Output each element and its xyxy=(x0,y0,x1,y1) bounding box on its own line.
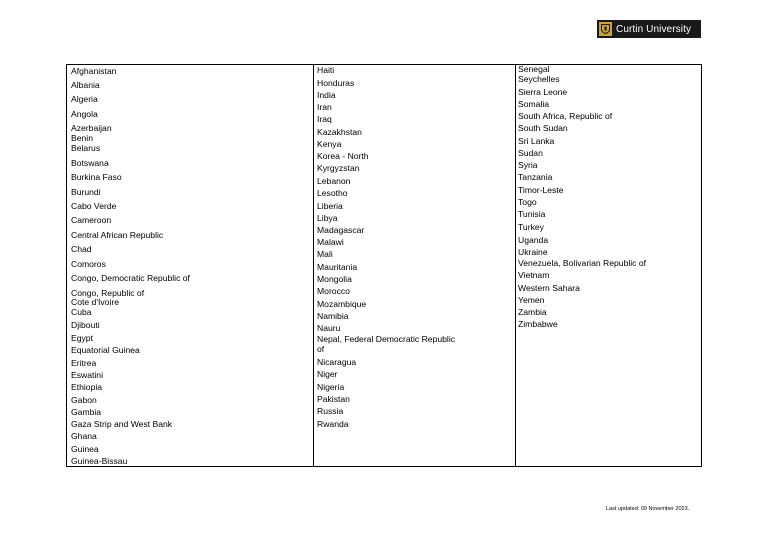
column-2 xyxy=(313,65,516,466)
column-3 xyxy=(515,65,703,466)
country-item: South Africa, Republic of xyxy=(518,111,613,121)
country-item: Comoros xyxy=(71,259,106,269)
country-item: Uganda xyxy=(518,235,549,245)
country-item: Guinea-Bissau xyxy=(71,456,128,466)
country-item: Egypt xyxy=(71,333,93,343)
column-1 xyxy=(67,65,314,466)
country-item: Albania xyxy=(71,80,100,90)
country-item: Guinea xyxy=(71,444,99,454)
country-item: Nigeria xyxy=(317,382,345,392)
country-item: South Sudan xyxy=(518,123,568,133)
country-item: Senegal xyxy=(518,64,550,74)
country-item: Yemen xyxy=(518,295,545,305)
country-item: Mali xyxy=(317,249,333,259)
country-item: Sierra Leone xyxy=(518,87,568,97)
country-item: Sri Lanka xyxy=(518,136,555,146)
country-item: Chad xyxy=(71,244,92,254)
country-table xyxy=(66,64,702,467)
country-item: of xyxy=(317,344,325,354)
country-item: Eritrea xyxy=(71,358,97,368)
country-item: Congo, Republic of xyxy=(71,288,145,298)
country-item: Angola xyxy=(71,109,98,119)
country-item: Madagascar xyxy=(317,225,365,235)
country-item: Seychelles xyxy=(518,74,560,84)
country-item: Ethiopia xyxy=(71,382,103,392)
country-item: Iraq xyxy=(317,114,332,124)
country-item: Azerbaijan xyxy=(71,123,112,133)
country-item: Togo xyxy=(518,197,537,207)
country-item: Iran xyxy=(317,102,332,112)
country-item: Afghanistan xyxy=(71,66,117,76)
country-item: Timor-Leste xyxy=(518,185,564,195)
country-item: Ghana xyxy=(71,431,97,441)
crest-icon xyxy=(599,22,612,36)
country-item: Djibouti xyxy=(71,320,100,330)
country-item: Mauritania xyxy=(317,262,358,272)
country-item: India xyxy=(317,90,336,100)
country-item: Gaza Strip and West Bank xyxy=(71,419,173,429)
country-item: Korea - North xyxy=(317,151,369,161)
country-item: Liberia xyxy=(317,201,343,211)
country-item: Russia xyxy=(317,406,344,416)
country-item: Venezuela, Bolivarian Republic of xyxy=(518,258,647,268)
country-item: Congo, Democratic Republic of xyxy=(71,273,190,283)
country-item: Namibia xyxy=(317,311,349,321)
country-item: Rwanda xyxy=(317,419,349,429)
country-item: Tanzania xyxy=(518,172,553,182)
country-item: Nauru xyxy=(317,323,341,333)
country-item: Lebanon xyxy=(317,176,351,186)
country-item: Botswana xyxy=(71,158,109,168)
country-item: Libya xyxy=(317,213,338,223)
country-item: Tunisia xyxy=(518,209,546,219)
country-item: Eswatini xyxy=(71,370,103,380)
country-item: Vietnam xyxy=(518,270,550,280)
country-item: Mongolia xyxy=(317,274,352,284)
country-item: Equatorial Guinea xyxy=(71,345,140,355)
country-item: Niger xyxy=(317,369,338,379)
country-item: Cabo Verde xyxy=(71,201,117,211)
country-item: Kyrgyzstan xyxy=(317,163,360,173)
country-item: Burkina Faso xyxy=(71,172,122,182)
country-item: Cameroon xyxy=(71,215,112,225)
country-item: Ukraine xyxy=(518,247,548,257)
country-item: Somalia xyxy=(518,99,550,109)
country-item: Benin xyxy=(71,133,93,143)
country-item: Western Sahara xyxy=(518,283,580,293)
country-item: Turkey xyxy=(518,222,544,232)
country-item: Malawi xyxy=(317,237,344,247)
country-item: Zimbabwe xyxy=(518,319,558,329)
last-updated-text: Last updated: 09 November 2023. xyxy=(606,506,690,512)
country-item: Sudan xyxy=(518,148,543,158)
country-item: Central African Republic xyxy=(71,230,164,240)
country-item: Kazakhstan xyxy=(317,127,362,137)
country-item: Belarus xyxy=(71,143,101,153)
country-item: Lesotho xyxy=(317,188,348,198)
country-item: Gambia xyxy=(71,407,102,417)
country-item: Haiti xyxy=(317,65,335,75)
country-item: Nicaragua xyxy=(317,357,357,367)
country-item: Zambia xyxy=(518,307,547,317)
country-item: Honduras xyxy=(317,78,355,88)
country-item: Cuba xyxy=(71,307,92,317)
logo-text: Curtin University xyxy=(616,23,692,35)
country-item: Gabon xyxy=(71,395,97,405)
curtin-logo xyxy=(597,20,701,38)
country-item: Burundi xyxy=(71,187,101,197)
country-item: Syria xyxy=(518,160,538,170)
country-item: Kenya xyxy=(317,139,342,149)
country-item: Mozambique xyxy=(317,299,367,309)
country-item: Cote d'Ivoire xyxy=(71,297,119,307)
country-item: Algeria xyxy=(71,94,98,104)
country-item: Morocco xyxy=(317,286,350,296)
country-item: Pakistan xyxy=(317,394,350,404)
country-item: Nepal, Federal Democratic Republic xyxy=(317,334,456,344)
